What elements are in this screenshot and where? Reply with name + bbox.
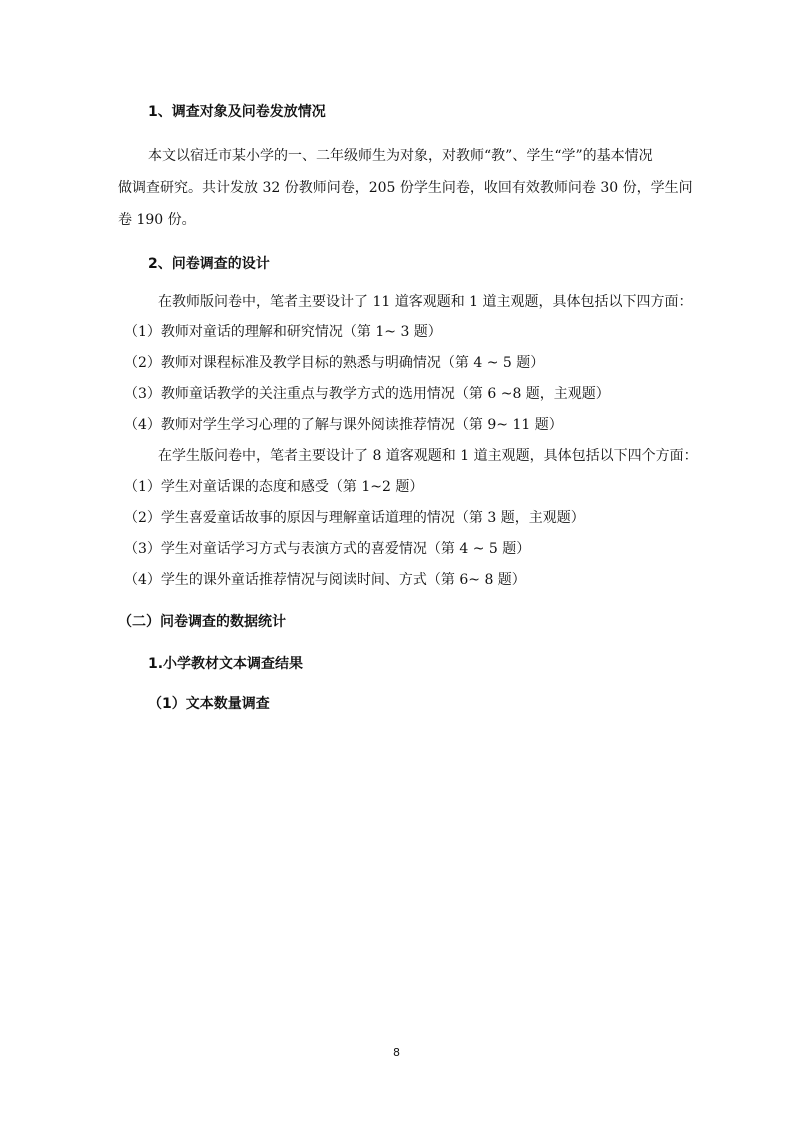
paragraph-line-3: 卷 190 份。 xyxy=(118,212,196,228)
teacher-item-4: （4）教师对学生学习心理的了解与课外阅读推荐情况（第 9~ 11 题） xyxy=(124,417,563,433)
student-item-3: （3）学生对童话学习方式与表演方式的喜爱情况（第 4 ~ 5 题） xyxy=(124,541,531,557)
heading-survey-design: 2、问卷调查的设计 xyxy=(148,256,270,272)
student-intro: 在学生版问卷中，笔者主要设计了 8 道客观题和 1 道主观题，具体包括以下四个方面： xyxy=(158,448,698,464)
subsection-heading-textbook-results: 1.小学教材文本调查结果 xyxy=(148,656,304,672)
paragraph-line-1: 本文以宿迁市某小学的一、二年级师生为对象，对教师“教”、学生“学”的基本情况 xyxy=(148,148,653,164)
student-item-2: （2）学生喜爱童话故事的原因与理解童话道理的情况（第 3 题，主观题） xyxy=(124,510,585,526)
page-number: 8 xyxy=(393,1046,400,1059)
teacher-item-1: （1）教师对童话的理解和研究情况（第 1~ 3 题） xyxy=(124,324,442,340)
paragraph-line-2: 做调查研究。共计发放 32 份教师问卷，205 份学生问卷，收回有效教师问卷 30 份，学生问 xyxy=(118,180,693,196)
teacher-intro: 在教师版问卷中，笔者主要设计了 11 道客观题和 1 道主观题，具体包括以下四方面： xyxy=(158,294,693,310)
student-item-1: （1）学生对童话课的态度和感受（第 1~2 题） xyxy=(124,479,424,495)
student-item-4: （4）学生的课外童话推荐情况与阅读时间、方式（第 6~ 8 题） xyxy=(124,572,526,588)
subsection-heading-text-quantity: （1）文本数量调查 xyxy=(148,696,270,712)
section-heading-data-statistics: （二）问卷调查的数据统计 xyxy=(118,614,286,630)
teacher-item-2: （2）教师对课程标准及教学目标的熟悉与明确情况（第 4 ~ 5 题） xyxy=(124,355,545,371)
teacher-item-3: （3）教师童话教学的关注重点与教学方式的选用情况（第 6 ~8 题，主观题） xyxy=(124,386,610,402)
heading-survey-objects: 1、调查对象及问卷发放情况 xyxy=(148,104,326,120)
